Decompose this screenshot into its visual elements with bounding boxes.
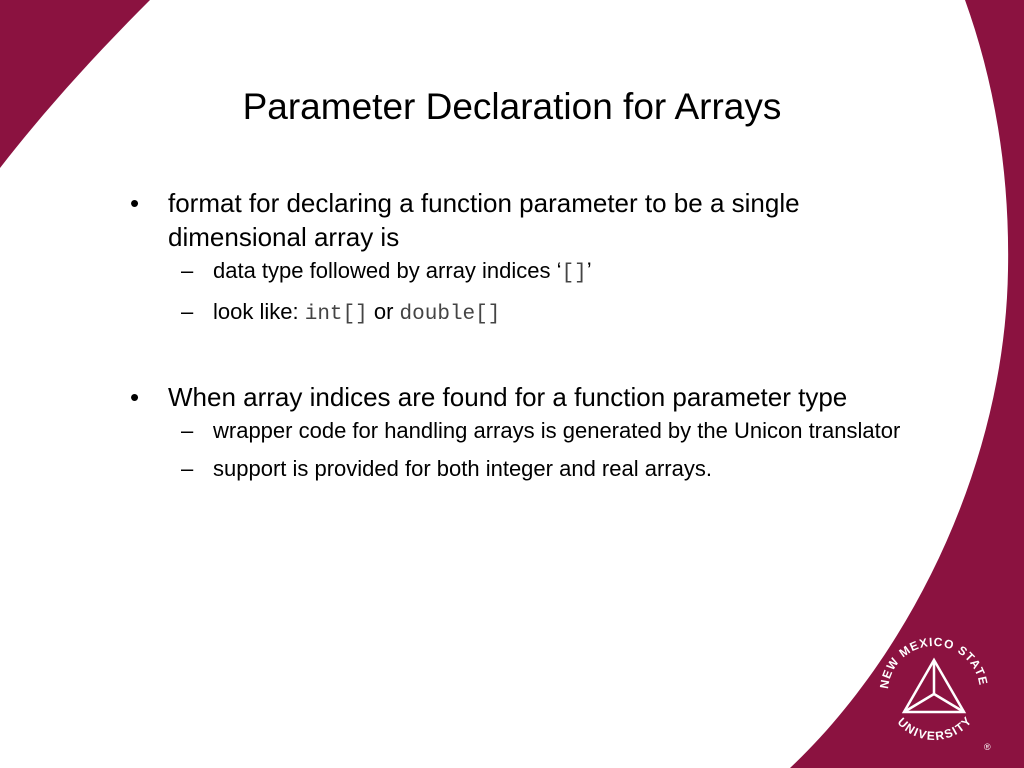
bullet-item <box>124 186 924 330</box>
triangle-emblem-icon <box>904 660 964 712</box>
sub-list <box>168 416 924 484</box>
bullet-item <box>124 380 924 484</box>
bullet-marker: • <box>130 188 140 218</box>
sub-item <box>168 256 924 289</box>
slide-title: Parameter Declaration for Arrays <box>242 86 782 127</box>
spacer <box>124 338 924 380</box>
dash-marker: – <box>181 418 194 443</box>
slide-body <box>124 186 924 492</box>
bullet-text: format for declaring a function parameter to be a single dimensional array is <box>168 188 800 252</box>
sub-text-suffix: ’ <box>586 258 592 283</box>
sub-text: wrapper code for handling arrays is generated by the Unicon translator <box>213 418 901 443</box>
svg-text:NEW MEXICO STATE: NEW MEXICO STATE <box>876 634 991 690</box>
sub-item <box>168 297 924 330</box>
sub-text: look like: <box>213 299 305 324</box>
code-snippet: double[] <box>399 303 501 326</box>
dash-marker: – <box>181 456 194 481</box>
bullet-marker: • <box>130 382 140 412</box>
code-snippet: int[] <box>304 303 368 326</box>
sub-text: data type followed by array indices ‘ <box>213 258 562 283</box>
svg-text:UNIVERSITY: UNIVERSITY <box>894 713 976 744</box>
sub-text: support is provided for both integer and real arrays. <box>213 456 712 481</box>
sub-list <box>168 256 924 330</box>
university-logo <box>872 630 996 754</box>
sub-text-mid: or <box>367 299 400 324</box>
dash-marker: – <box>181 258 194 283</box>
code-snippet: [] <box>561 262 587 285</box>
dash-marker: – <box>181 299 194 324</box>
registered-mark: ® <box>984 742 991 752</box>
bullet-text: When array indices are found for a function parameter type <box>168 382 848 412</box>
sub-item <box>168 416 924 446</box>
sub-item <box>168 454 924 484</box>
